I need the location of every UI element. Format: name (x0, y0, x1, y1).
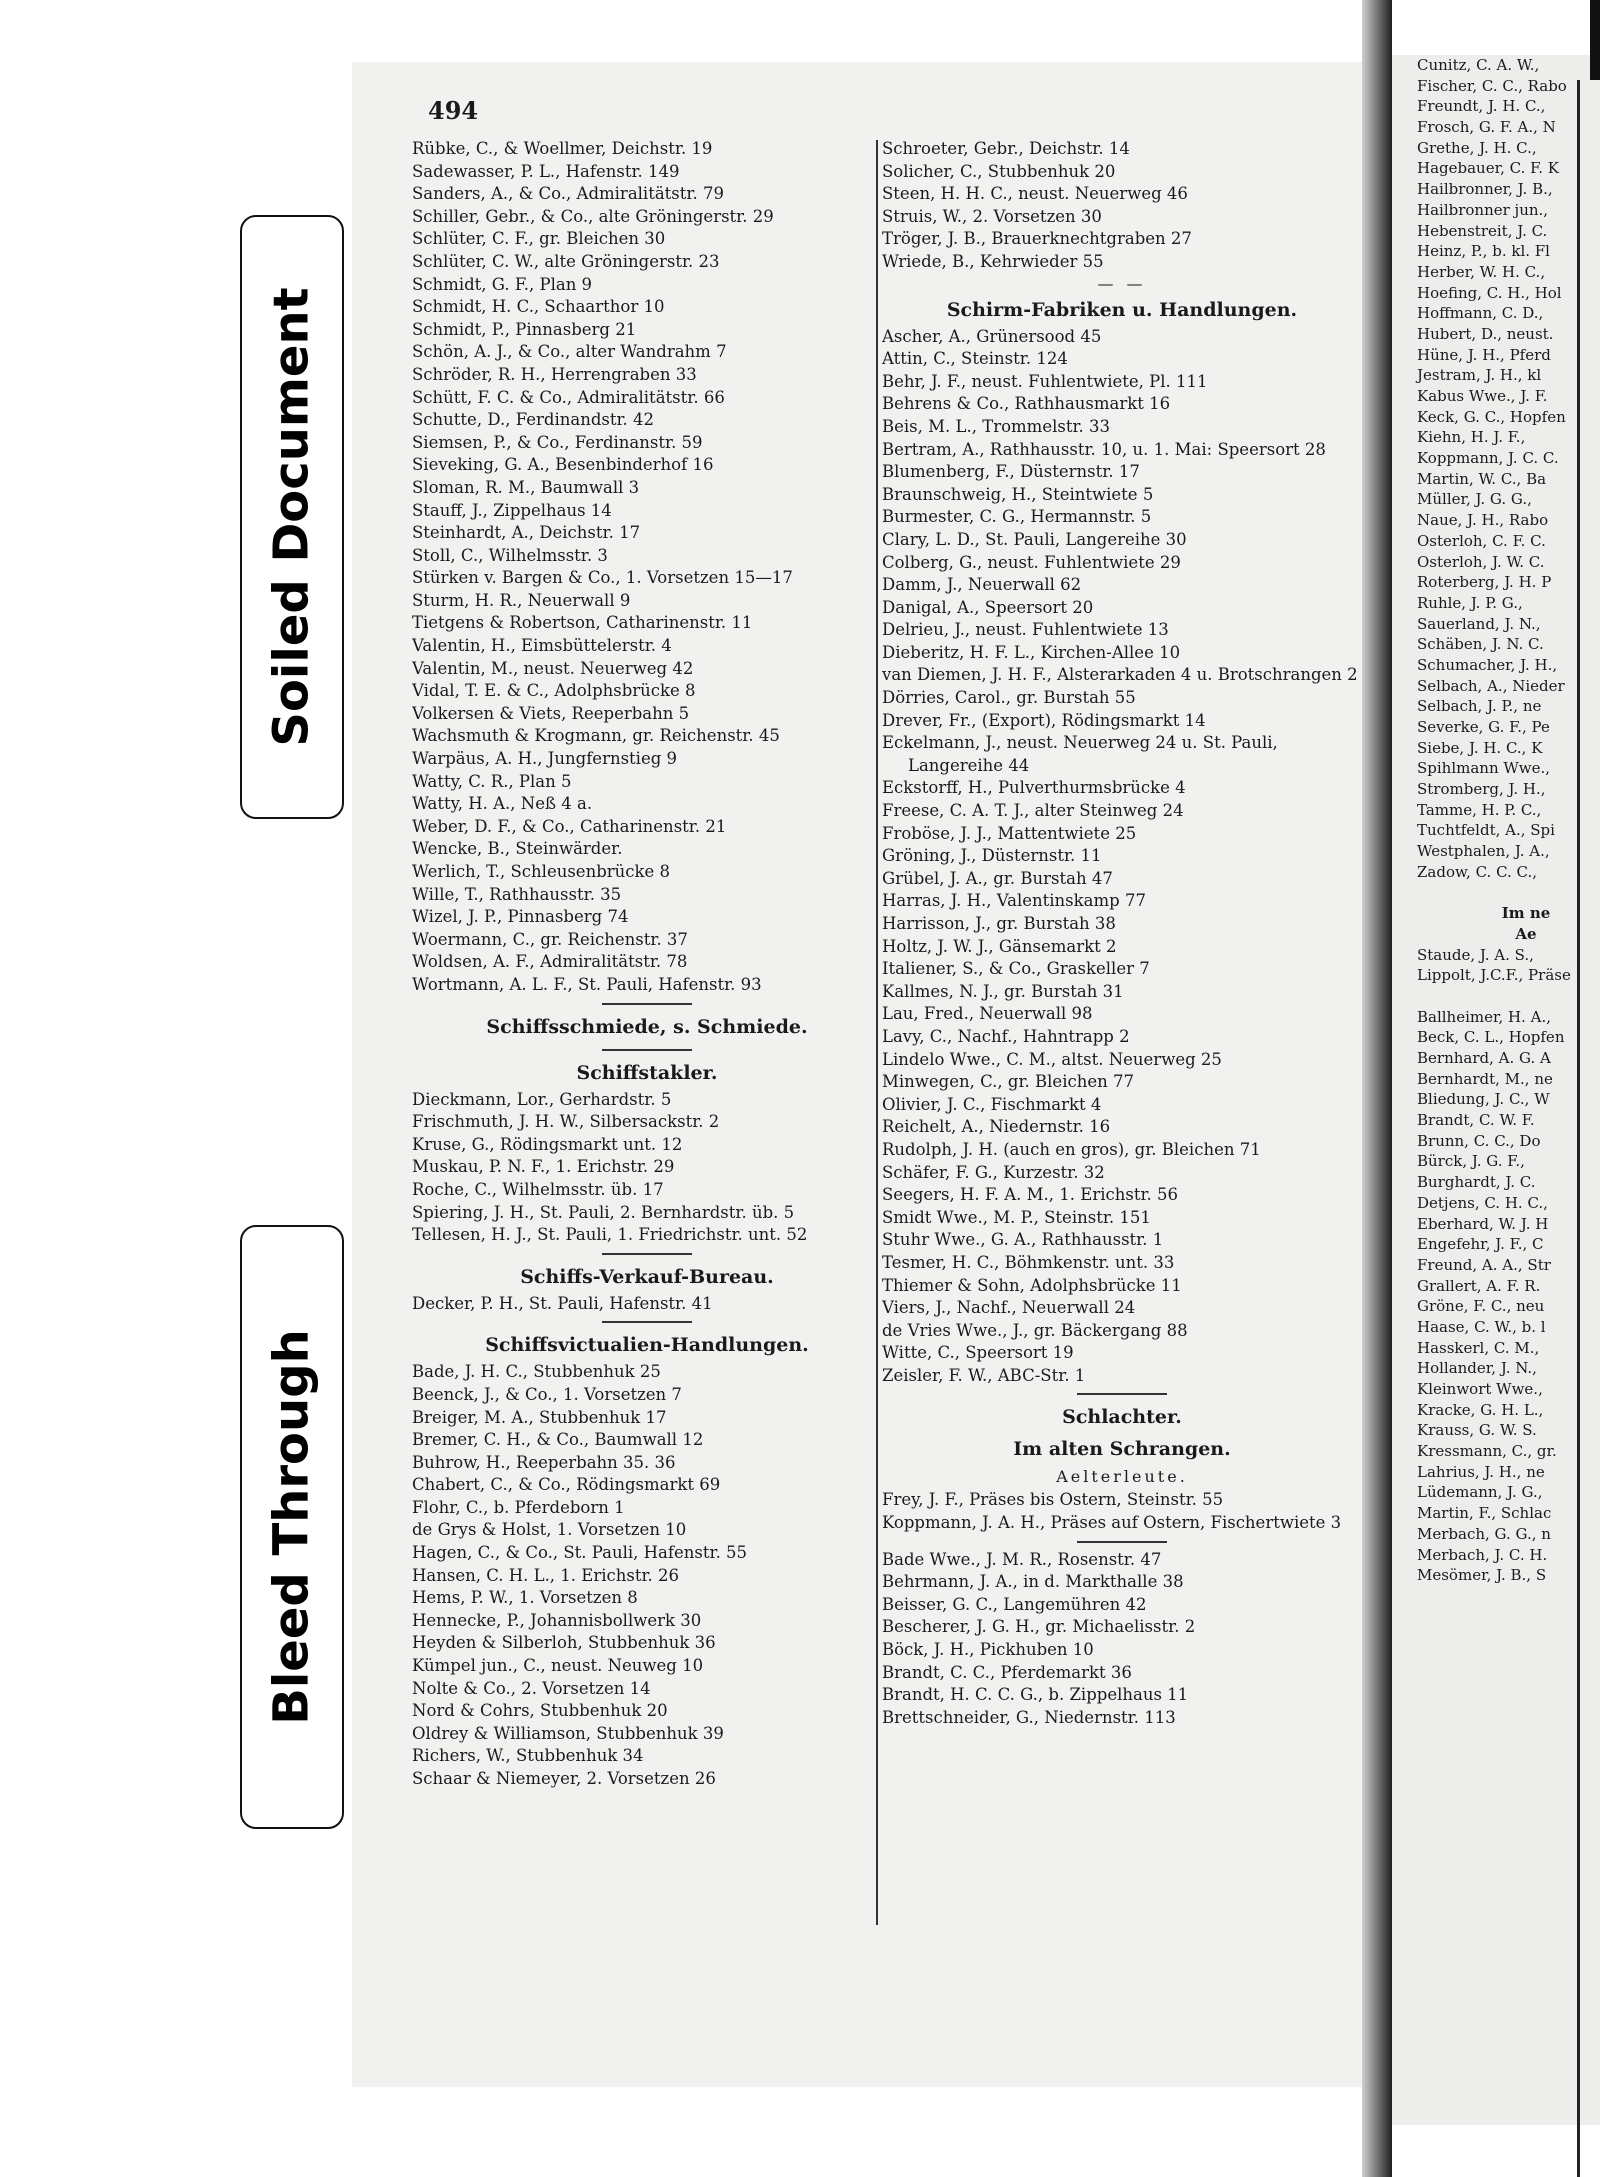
soiled-document-label (240, 215, 344, 819)
directory-entry: Freund, A. A., Str (1417, 1255, 1551, 1274)
directory-entry: Haase, C. W., b. l (1417, 1317, 1546, 1336)
page-edge-line (1577, 80, 1580, 2177)
directory-entry: Hasskerl, C. M., (1417, 1338, 1540, 1357)
dash-separator: — — (1097, 273, 1147, 293)
directory-entry: Kracke, G. H. L., (1417, 1400, 1544, 1419)
directory-entry: Kiehn, H. J. F., (1417, 428, 1526, 447)
book-spine (1362, 0, 1392, 2177)
directory-entry: Dieckmann, Lor., Gerhardstr. 5 (412, 1089, 672, 1109)
directory-entry: de Grys & Holst, 1. Vorsetzen 10 (412, 1520, 687, 1540)
directory-entry: Schön, A. J., & Co., alter Wandrahm 7 (412, 342, 727, 362)
directory-entry: Sieveking, G. A., Besenbinderhof 16 (412, 455, 714, 475)
directory-entry: Harrisson, J., gr. Burstah 38 (882, 914, 1116, 933)
directory-entry: Spihlmann Wwe., (1417, 759, 1551, 778)
directory-entry: Gröning, J., Düsternstr. 11 (882, 846, 1102, 866)
directory-entry: Kleinwort Wwe., (1417, 1380, 1543, 1398)
directory-entry: Beenck, J., & Co., 1. Vorsetzen 7 (412, 1384, 682, 1404)
directory-entry: Osterloh, J. W. C. (1417, 552, 1545, 571)
directory-entry: Bade, J. H. C., Stubbenhuk 25 (412, 1362, 661, 1382)
directory-entry: Lau, Fred., Neuerwall 98 (882, 1004, 1093, 1024)
directory-entry: Selbach, J. P., ne (1417, 697, 1542, 716)
directory-entry: Wortmann, A. L. F., St. Pauli, Hafenstr. 93 (412, 974, 762, 994)
directory-entry: Hems, P. W., 1. Vorsetzen 8 (412, 1588, 638, 1608)
scan-edge (1590, 0, 1600, 80)
directory-entry: Hailbronner, J. B., (1417, 180, 1553, 199)
spacer (1392, 986, 1600, 1007)
directory-entry: Hagen, C., & Co., St. Pauli, Hafenstr. 55 (412, 1543, 748, 1563)
directory-entry: Zeisler, F. W., ABC-Str. 1 (882, 1365, 1086, 1385)
directory-entry: Burghardt, J. C. (1417, 1173, 1536, 1192)
directory-entry: Martin, F., Schlac (1417, 1504, 1552, 1523)
directory-entry: Steen, H. H. C., neust. Neuerweg 46 (882, 184, 1188, 204)
section-subheading: Aelterleute. (1056, 1467, 1188, 1487)
directory-entry: Naue, J. H., Rabo (1417, 511, 1549, 530)
directory-entry: Krauss, G. W. S. (1417, 1421, 1537, 1440)
directory-entry: Smidt Wwe., M. P., Steinstr. 151 (882, 1207, 1151, 1227)
directory-entry: Hollander, J. N., (1417, 1359, 1537, 1378)
directory-entry: Struis, W., 2. Vorsetzen 30 (882, 206, 1102, 226)
directory-entry: Stoll, C., Wilhelmsstr. 3 (412, 545, 608, 565)
directory-entry: Richers, W., Stubbenhuk 34 (412, 1746, 644, 1766)
directory-entry: Wizel, J. P., Pinnasberg 74 (412, 907, 629, 927)
directory-entry: Breiger, M. A., Stubbenhuk 17 (412, 1407, 667, 1427)
directory-entry: Lavy, C., Nachf., Hahntrapp 2 (882, 1026, 1130, 1046)
section-rule (412, 1247, 882, 1261)
directory-entry: van Diemen, J. H. F., Alsterarkaden 4 u. Brotschrangen 2 (882, 665, 1358, 685)
directory-entry: Tietgens & Robertson, Catharinenstr. 11 (412, 613, 753, 633)
section-heading: Im alten Schrangen. (1013, 1438, 1231, 1461)
directory-entry: Buhrow, H., Reeperbahn 35. 36 (412, 1452, 676, 1472)
directory-entry: Werlich, T., Schleusenbrücke 8 (412, 862, 671, 881)
directory-entry: Olivier, J. C., Fischmarkt 4 (882, 1094, 1102, 1114)
directory-entry: Schmidt, H. C., Schaarthor 10 (412, 297, 665, 317)
directory-entry: Witte, C., Speersort 19 (882, 1343, 1074, 1363)
left-column (412, 138, 882, 1791)
directory-entry: Grübel, J. A., gr. Burstah 47 (882, 868, 1113, 888)
directory-entry: Roterberg, J. H. P (1417, 573, 1552, 592)
directory-entry: Reichelt, A., Niedernstr. 16 (882, 1117, 1111, 1137)
directory-entry: Sadewasser, P. L., Hafenstr. 149 (412, 161, 680, 181)
section-rule (412, 1043, 882, 1057)
directory-entry: Hennecke, P., Johannisbollwerk 30 (412, 1610, 702, 1630)
directory-entry: Schroeter, Gebr., Deichstr. 14 (882, 139, 1130, 158)
directory-entry: Danigal, A., Speersort 20 (882, 597, 1094, 617)
directory-entry: Bernhardt, M., ne (1417, 1069, 1553, 1088)
section-rule (412, 997, 882, 1011)
directory-entry: Beisser, G. C., Langemühren 42 (882, 1594, 1147, 1614)
directory-entry: Harras, J. H., Valentinskamp 77 (882, 891, 1146, 911)
section-rule (882, 1387, 1362, 1401)
directory-entry: Dieberitz, H. F. L., Kirchen-Allee 10 (882, 642, 1181, 662)
directory-entry: Beis, M. L., Trommelstr. 33 (882, 416, 1111, 436)
directory-entry: Seegers, H. F. A. M., 1. Erichstr. 56 (882, 1185, 1179, 1205)
directory-entry: Heyden & Silberloh, Stubbenhuk 36 (412, 1633, 716, 1653)
directory-entry: Osterloh, C. F. C. (1417, 531, 1546, 550)
directory-entry: Nolte & Co., 2. Vorsetzen 14 (412, 1678, 651, 1698)
section-heading: Schiffs-Verkauf-Bureau. (520, 1265, 774, 1288)
directory-entry: Schmidt, P., Pinnasberg 21 (412, 319, 637, 339)
directory-entry: Steinhardt, A., Deichstr. 17 (412, 523, 641, 543)
directory-entry: Kabus Wwe., J. F. (1417, 387, 1548, 405)
soiled-document-text: Soiled Document (264, 287, 320, 747)
directory-entry: Siebe, J. H. C., K (1417, 738, 1543, 757)
directory-entry: Italiener, S., & Co., Graskeller 7 (882, 959, 1150, 979)
directory-entry: Stromberg, J. H., (1417, 780, 1546, 799)
directory-entry: Lippolt, J.C.F., Präse (1417, 966, 1571, 985)
directory-entry: Clary, L. D., St. Pauli, Langereihe 30 (882, 529, 1187, 549)
directory-entry: Siemsen, P., & Co., Ferdinanstr. 59 (412, 432, 703, 452)
directory-entry: Severke, G. F., Pe (1417, 718, 1550, 736)
directory-entry: Lindelo Wwe., C. M., altst. Neuerweg 25 (882, 1049, 1222, 1069)
directory-entry: Wille, T., Rathhausstr. 35 (412, 884, 622, 904)
directory-entry: Ruhle, J. P. G., (1417, 593, 1523, 612)
directory-entry: Roche, C., Wilhelmsstr. üb. 17 (412, 1179, 664, 1199)
directory-entry: Bade Wwe., J. M. R., Rosenstr. 47 (882, 1549, 1162, 1569)
directory-entry: Schütt, F. C. & Co., Admiralitätstr. 66 (412, 387, 725, 407)
directory-entry: Schumacher, J. H., (1417, 655, 1558, 674)
directory-entry: Tröger, J. B., Brauerknechtgraben 27 (882, 229, 1192, 249)
directory-entry: Böck, J. H., Pickhuben 10 (882, 1640, 1094, 1660)
directory-entry: Vidal, T. E. & C., Adolphsbrücke 8 (412, 681, 696, 701)
directory-entry: Freundt, J. H. C., (1417, 97, 1546, 116)
directory-entry: Behr, J. F., neust. Fuhlentwiete, Pl. 111 (882, 371, 1208, 391)
directory-entry: Sanders, A., & Co., Admiralitätstr. 79 (412, 184, 724, 204)
directory-entry: Wachsmuth & Krogmann, gr. Reichenstr. 45 (412, 726, 780, 746)
directory-entry: Stürken v. Bargen & Co., 1. Vorsetzen 15—17 (412, 568, 793, 588)
directory-entry: Froböse, J. J., Mattentwiete 25 (882, 823, 1137, 843)
directory-entry: Freese, C. A. T. J., alter Steinweg 24 (882, 801, 1184, 821)
directory-entry: Bernhard, A. G. A (1417, 1049, 1551, 1067)
page-number: 494 (428, 96, 479, 125)
directory-entry: Damm, J., Neuerwall 62 (882, 575, 1082, 595)
directory-entry: Brandt, C. C., Pferdemarkt 36 (882, 1662, 1132, 1682)
directory-entry: Rübke, C., & Woellmer, Deichstr. 19 (412, 139, 713, 158)
directory-entry: Drever, Fr., (Export), Rödingsmarkt 14 (882, 710, 1206, 730)
directory-entry: Blumenberg, F., Düsternstr. 17 (882, 462, 1140, 482)
directory-entry: Weber, D. F., & Co., Catharinenstr. 21 (412, 816, 727, 836)
directory-entry: Tellesen, H. J., St. Pauli, 1. Friedrichstr. unt. 52 (412, 1225, 808, 1245)
directory-entry: Engefehr, J. F., C (1417, 1235, 1544, 1254)
directory-entry: Delrieu, J., neust. Fuhlentwiete 13 (882, 620, 1169, 640)
directory-entry: Herber, W. H. C., (1417, 262, 1546, 281)
directory-entry: Schlüter, C. F., gr. Bleichen 30 (412, 229, 666, 249)
directory-entry: Heinz, P., b. kl. Fl (1417, 242, 1550, 261)
directory-entry: Hagebauer, C. F. K (1417, 159, 1559, 178)
directory-entry: Zadow, C. C. C., (1417, 862, 1538, 881)
directory-entry: Stauff, J., Zippelhaus 14 (412, 500, 612, 520)
directory-entry: Keck, G. C., Hopfen (1417, 407, 1566, 426)
directory-entry: de Vries Wwe., J., gr. Bäckergang 88 (882, 1320, 1188, 1340)
directory-entry: Kruse, G., Rödingsmarkt unt. 12 (412, 1134, 683, 1154)
section-rule (882, 1535, 1362, 1549)
directory-entry: Behrmann, J. A., in d. Markthalle 38 (882, 1572, 1184, 1592)
directory-entry: Oldrey & Williamson, Stubbenhuk 39 (412, 1723, 724, 1743)
directory-entry: Ascher, A., Grünersood 45 (882, 326, 1102, 346)
directory-entry: Hubert, D., neust. (1417, 324, 1554, 343)
directory-entry: Muskau, P. N. F., 1. Erichstr. 29 (412, 1157, 675, 1177)
directory-entry: Warpäus, A. H., Jungfernstieg 9 (412, 749, 678, 769)
directory-entry: Grallert, A. F. R. (1417, 1276, 1541, 1295)
directory-entry: Mesömer, J. B., S (1417, 1566, 1547, 1585)
directory-entry: Kallmes, N. J., gr. Burstah 31 (882, 981, 1124, 1001)
bleed-through-text: Bleed Through (264, 1329, 321, 1725)
directory-entry: Merbach, G. G., n (1417, 1524, 1551, 1543)
section-heading: Schirm-Fabriken u. Handlungen. (946, 298, 1298, 321)
directory-entry: Valentin, M., neust. Neuerweg 42 (412, 658, 694, 678)
directory-entry: Schutte, D., Ferdinandstr. 42 (412, 410, 655, 430)
directory-entry: Burmester, C. G., Hermannstr. 5 (882, 507, 1152, 527)
directory-entry: Flohr, C., b. Pferdeborn 1 (412, 1497, 625, 1517)
directory-entry: Koppmann, J. C. C. (1417, 449, 1559, 468)
directory-entry: Sauerland, J. N., (1417, 614, 1541, 633)
directory-entry: Solicher, C., Stubbenhuk 20 (882, 161, 1116, 181)
section-heading: Schiffsschmiede, s. Schmiede. (486, 1015, 808, 1038)
directory-entry: Schäben, J. N. C. (1417, 635, 1544, 654)
directory-entry: Minwegen, C., gr. Bleichen 77 (882, 1072, 1134, 1092)
directory-entry: Colberg, G., neust. Fuhlentwiete 29 (882, 552, 1181, 572)
directory-entry: Schaar & Niemeyer, 2. Vorsetzen 26 (412, 1769, 716, 1788)
directory-entry: Brandt, H. C. C. G., b. Zippelhaus 11 (882, 1685, 1189, 1705)
directory-entry: Gröne, F. C., neu (1417, 1297, 1545, 1316)
spacer (1392, 883, 1600, 904)
directory-entry: Holtz, J. W. J., Gänsemarkt 2 (882, 936, 1117, 956)
adjacent-page-column (1392, 55, 1600, 2125)
section-heading: Ae (1515, 924, 1537, 943)
bleed-through-label (240, 1225, 344, 1829)
directory-entry: Koppmann, J. A. H., Präses auf Ostern, Fischertwiete 3 (882, 1513, 1342, 1533)
directory-entry: Hoefing, C. H., Hol (1417, 283, 1562, 302)
directory-entry: Wencke, B., Steinwärder. (412, 839, 623, 859)
directory-entry: Hebenstreit, J. C. (1417, 221, 1548, 240)
directory-entry: Watty, H. A., Neß 4 a. (412, 794, 593, 814)
directory-entry: Schlüter, C. W., alte Gröningerstr. 23 (412, 251, 720, 271)
directory-entry: Decker, P. H., St. Pauli, Hafenstr. 41 (412, 1293, 713, 1313)
directory-entry: Stuhr Wwe., G. A., Rathhausstr. 1 (882, 1230, 1164, 1250)
directory-entry: Tesmer, H. C., Böhmkenstr. unt. 33 (882, 1252, 1175, 1272)
directory-entry: Tuchtfeldt, A., Spi (1417, 821, 1555, 840)
directory-entry: Frey, J. F., Präses bis Ostern, Steinstr. 55 (882, 1490, 1224, 1510)
directory-entry: Sloman, R. M., Baumwall 3 (412, 477, 640, 497)
directory-entry: Watty, C. R., Plan 5 (412, 771, 572, 791)
directory-entry: Kressmann, C., gr. (1417, 1442, 1557, 1461)
directory-entry: Volkersen & Viets, Reeperbahn 5 (412, 703, 690, 723)
directory-entry: Thiemer & Sohn, Adolphsbrücke 11 (882, 1275, 1182, 1295)
directory-entry: Fischer, C. C., Rabo (1417, 76, 1567, 95)
directory-entry: Nord & Cohrs, Stubbenhuk 20 (412, 1701, 668, 1721)
directory-entry: Hüne, J. H., Pferd (1417, 345, 1551, 364)
directory-entry: Martin, W. C., Ba (1417, 469, 1547, 488)
directory-entry: Schröder, R. H., Herrengraben 33 (412, 364, 697, 384)
directory-entry: Bremer, C. H., & Co., Baumwall 12 (412, 1430, 704, 1450)
directory-entry: Müller, J. G. G., (1417, 490, 1532, 509)
directory-entry: Woldsen, A. F., Admiralitätstr. 78 (412, 952, 688, 972)
directory-entry: Viers, J., Nachf., Neuerwall 24 (882, 1298, 1136, 1318)
directory-entry: Cunitz, C. A. W., (1417, 56, 1540, 74)
directory-entry: Frischmuth, J. H. W., Silbersackstr. 2 (412, 1112, 720, 1132)
section-heading: Schlachter. (1062, 1406, 1182, 1429)
directory-entry: Wriede, B., Kehrwieder 55 (882, 251, 1104, 271)
right-column (882, 138, 1362, 1729)
directory-entry: Schäfer, F. G., Kurzestr. 32 (882, 1162, 1105, 1182)
directory-entry: Jestram, J. H., kl (1417, 366, 1542, 385)
directory-entry: Brandt, C. W. F. (1417, 1111, 1535, 1130)
directory-entry: Grethe, J. H. C., (1417, 138, 1537, 157)
section-heading: Schiffsvictualien-Handlungen. (485, 1334, 809, 1357)
directory-entry: Selbach, A., Nieder (1417, 676, 1565, 695)
directory-entry: Hoffmann, C. D., (1417, 304, 1544, 323)
directory-entry: Lüdemann, J. G., (1417, 1483, 1543, 1502)
directory-entry: Woermann, C., gr. Reichenstr. 37 (412, 929, 688, 949)
directory-entry: Chabert, C., & Co., Rödingsmarkt 69 (412, 1475, 721, 1495)
directory-entry: Bertram, A., Rathhausstr. 10, u. 1. Mai: Speersort 28 (882, 439, 1326, 459)
directory-entry: Ballheimer, H. A., (1417, 1007, 1552, 1026)
directory-entry: Eberhard, W. J. H (1417, 1214, 1549, 1233)
directory-entry: Braunschweig, H., Steintwiete 5 (882, 484, 1154, 504)
directory-entry: Detjens, C. H. C., (1417, 1193, 1548, 1212)
directory-entry: Eckelmann, J., neust. Neuerweg 24 u. St. Pauli, Langereihe 44 (882, 733, 1278, 775)
section-heading: Schiffstakler. (576, 1061, 718, 1084)
directory-entry: Schmidt, G. F., Plan 9 (412, 274, 593, 294)
directory-entry: Attin, C., Steinstr. 124 (882, 349, 1068, 369)
directory-entry: Valentin, H., Eimsbüttelerstr. 4 (412, 636, 672, 656)
section-rule (412, 1315, 882, 1329)
directory-entry: Behrens & Co., Rathhausmarkt 16 (882, 394, 1171, 414)
directory-entry: Brettschneider, G., Niedernstr. 113 (882, 1707, 1176, 1727)
directory-entry: Sturm, H. R., Neuerwall 9 (412, 590, 631, 610)
directory-entry: Brunn, C. C., Do (1417, 1131, 1541, 1150)
directory-entry: Bürck, J. G. F., (1417, 1152, 1525, 1171)
directory-entry: Staude, J. A. S., (1417, 945, 1534, 964)
directory-entry: Kümpel jun., C., neust. Neuweg 10 (412, 1656, 704, 1676)
directory-entry: Bliedung, J. C., W (1417, 1090, 1550, 1109)
directory-entry: Eckstorff, H., Pulverthurmsbrücke 4 (882, 778, 1186, 798)
directory-entry: Hansen, C. H. L., 1. Erichstr. 26 (412, 1565, 680, 1585)
directory-entry: Rudolph, J. H. (auch en gros), gr. Bleichen 71 (882, 1139, 1261, 1159)
directory-entry: Tamme, H. P. C., (1417, 800, 1542, 819)
directory-entry: Merbach, J. C. H. (1417, 1545, 1548, 1564)
directory-entry: Beck, C. L., Hopfen (1417, 1028, 1565, 1047)
column-divider (876, 140, 878, 1925)
directory-entry: Dörries, Carol., gr. Burstah 55 (882, 688, 1136, 708)
directory-entry: Schiller, Gebr., & Co., alte Gröningerstr. 29 (412, 206, 774, 226)
directory-entry: Lahrius, J. H., ne (1417, 1462, 1545, 1481)
directory-entry: Frosch, G. F. A., N (1417, 118, 1556, 137)
section-heading: Im ne (1501, 904, 1551, 923)
directory-entry: Bescherer, J. G. H., gr. Michaelisstr. 2 (882, 1617, 1196, 1637)
directory-entry: Hailbronner jun., (1417, 200, 1549, 219)
directory-entry: Westphalen, J. A., (1417, 842, 1550, 861)
directory-entry: Spiering, J. H., St. Pauli, 2. Bernhardstr. üb. 5 (412, 1202, 795, 1222)
